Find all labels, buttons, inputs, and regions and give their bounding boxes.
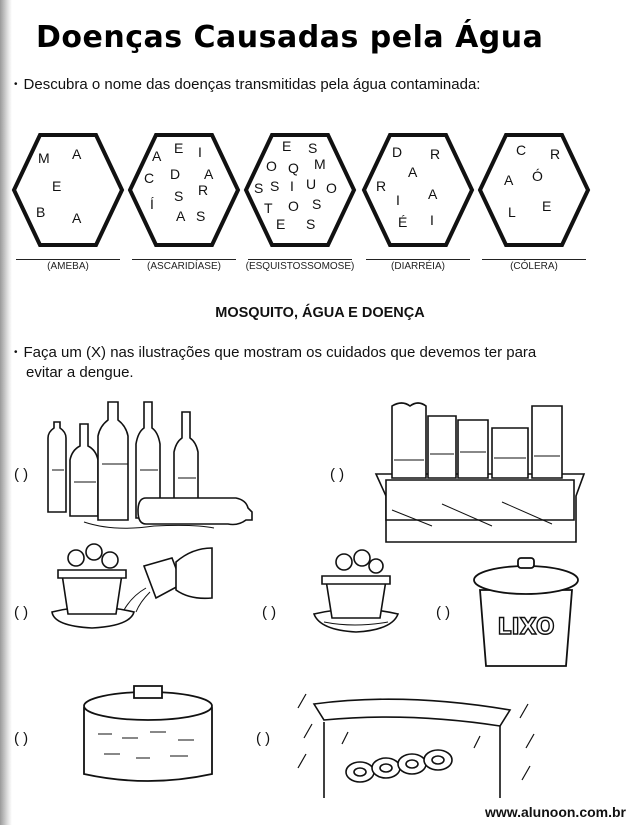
puzzle-letter: R (198, 182, 209, 198)
puzzle-letter: E (174, 140, 184, 156)
puzzle-letter: M (38, 150, 50, 166)
puzzle-letter: S (196, 208, 206, 224)
puzzle-letter: Í (150, 196, 154, 212)
checkbox-covered-containers[interactable]: ( ) (330, 466, 345, 483)
hexagon-puzzle-3 (240, 125, 360, 275)
puzzle-letter: A (408, 164, 418, 180)
puzzle-letter: Ó (532, 168, 543, 184)
puzzle-answer-1: (AMEBA) (47, 261, 89, 272)
instruction-2-line1: Faça um (X) nas ilustrações que mostram os cuidados que devemos ter para (23, 344, 537, 361)
puzzle-letter: S (270, 178, 280, 194)
puzzle-letter: I (198, 144, 202, 160)
puzzle-letter: Q (288, 160, 299, 176)
puzzle-letter: É (398, 214, 408, 230)
illustration-covered-containers (372, 398, 594, 546)
hexagon-puzzle-4 (358, 125, 478, 275)
answer-line (482, 259, 586, 260)
puzzle-letter: A (428, 186, 438, 202)
instruction-1 (14, 75, 480, 95)
puzzle-letter: S (174, 188, 184, 204)
puzzle-letter: A (72, 146, 82, 162)
puzzle-letter: R (376, 178, 387, 194)
bullet: • (14, 347, 18, 359)
puzzle-letter: O (326, 180, 337, 196)
puzzle-letter: I (396, 192, 400, 208)
puzzle-answer-4: (DIARRÉIA) (391, 261, 445, 272)
puzzle-letter: D (392, 144, 403, 160)
illustration-bottles (44, 400, 258, 530)
puzzle-letter: T (264, 200, 273, 216)
instruction-2-line2: evitar a dengue. (26, 364, 134, 382)
checkbox-water-tank[interactable]: ( ) (14, 730, 29, 747)
puzzle-letter: S (312, 196, 322, 212)
puzzle-letter: D (170, 166, 181, 182)
puzzle-letter: A (176, 208, 186, 224)
puzzle-letter: R (430, 146, 441, 162)
puzzle-letter: C (144, 170, 155, 186)
checkbox-trash-can[interactable]: ( ) (436, 604, 451, 621)
puzzle-letter: M (314, 156, 326, 172)
puzzle-letter: B (36, 204, 46, 220)
puzzle-answer-3: (ESQUISTOSSOMOSE) (245, 261, 355, 272)
section-title: MOSQUITO, ÁGUA E DOENÇA (215, 305, 425, 321)
puzzle-letter: E (52, 178, 62, 194)
answer-line (16, 259, 120, 260)
footer-url[interactable]: www.alunoon.com.br (484, 804, 626, 820)
checkbox-plant-sand[interactable]: ( ) (14, 604, 29, 621)
illustration-trash-can (466, 552, 586, 672)
puzzle-letter: S (308, 140, 318, 156)
puzzle-letter: O (288, 198, 299, 214)
hexagon-puzzle-5 (474, 125, 594, 275)
puzzle-letter: A (504, 172, 514, 188)
puzzle-letter: R (550, 146, 561, 162)
puzzle-letter: U (306, 176, 317, 192)
puzzle-letter: O (266, 158, 277, 174)
hexagon-shape-3 (240, 125, 360, 255)
puzzle-letter: I (290, 178, 294, 194)
puzzle-letter: E (276, 216, 286, 232)
answer-line (366, 259, 470, 260)
answer-line (248, 259, 352, 260)
hexagon-shape-2 (124, 125, 244, 255)
instruction-2 (14, 343, 536, 383)
illustration-plant-with-water (310, 548, 402, 640)
answer-line (132, 259, 236, 260)
puzzle-letter: A (152, 148, 162, 164)
illustration-water-tank (78, 678, 218, 788)
puzzle-letter: S (254, 180, 264, 196)
instruction-1-text: Descubra o nome das doenças transmitidas pela água contaminada: (23, 76, 481, 93)
hexagon-puzzles (0, 125, 640, 275)
puzzle-letter: E (282, 138, 292, 154)
puzzle-letter: E (542, 198, 552, 214)
puzzle-letter: L (508, 204, 516, 220)
puzzle-letter: S (306, 216, 316, 232)
illustration-tires-in-rain (294, 688, 542, 798)
puzzle-letter: A (204, 166, 214, 182)
puzzle-letter: A (72, 210, 82, 226)
checkbox-plant-water[interactable]: ( ) (262, 604, 277, 621)
illustration-plant-with-sand (48, 540, 216, 646)
hexagon-shape-1 (8, 125, 128, 255)
checkbox-tires-in-rain[interactable]: ( ) (256, 730, 271, 747)
checkbox-bottles[interactable]: ( ) (14, 466, 29, 483)
page-binding-shadow (0, 0, 12, 825)
hexagon-puzzle-2 (124, 125, 244, 275)
trash-can-lixo-label: LIXO (497, 615, 555, 640)
puzzle-letter: I (430, 212, 434, 228)
page-title: Doenças Causadas pela Água (36, 20, 544, 55)
puzzle-answer-2: (ASCARIDÍASE) (147, 261, 221, 272)
hexagon-shape-4 (358, 125, 478, 255)
bullet: • (14, 79, 18, 91)
puzzle-answer-5: (CÓLERA) (510, 261, 558, 272)
hexagon-puzzle-1 (8, 125, 128, 275)
hexagon-shape-5 (474, 125, 594, 255)
puzzle-letter: C (516, 142, 527, 158)
